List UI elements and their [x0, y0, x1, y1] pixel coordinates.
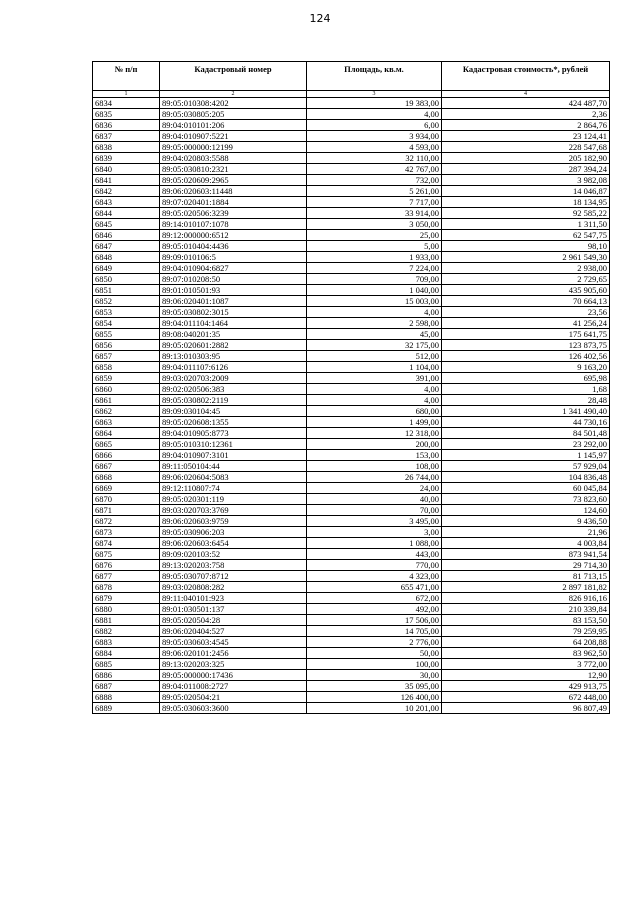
row-number-cell: 6867 — [93, 461, 160, 472]
area-cell: 3,00 — [307, 527, 442, 538]
cadastral-cost-cell: 672 448,00 — [442, 692, 610, 703]
cadastral-cost-cell: 2 938,00 — [442, 263, 610, 274]
row-number-cell: 6869 — [93, 483, 160, 494]
table-row — [93, 516, 610, 527]
area-cell: 770,00 — [307, 560, 442, 571]
row-number-cell: 6834 — [93, 98, 160, 109]
row-number-cell: 6872 — [93, 516, 160, 527]
cadastral-cost-cell: 124,60 — [442, 505, 610, 516]
cadastral-cost-cell: 79 259,95 — [442, 626, 610, 637]
cadastral-number-cell: 89:05:030603:3600 — [160, 703, 307, 714]
table-row — [93, 703, 610, 714]
cadastral-number-cell: 89:02:020506:383 — [160, 384, 307, 395]
cadastral-cost-cell: 429 913,75 — [442, 681, 610, 692]
cadastral-number-cell: 89:05:030603:4545 — [160, 637, 307, 648]
cadastral-cost-cell: 23 292,00 — [442, 439, 610, 450]
cadastral-number-cell: 89:05:030802:3015 — [160, 307, 307, 318]
header-area: Площадь, кв.м. — [307, 62, 442, 91]
row-number-cell: 6852 — [93, 296, 160, 307]
cadastral-cost-cell: 14 046,87 — [442, 186, 610, 197]
cadastral-number-cell: 89:06:020401:1087 — [160, 296, 307, 307]
cadastral-cost-cell: 1 145,97 — [442, 450, 610, 461]
row-number-cell: 6856 — [93, 340, 160, 351]
cadastral-cost-cell: 3 772,00 — [442, 659, 610, 670]
area-cell: 4,00 — [307, 307, 442, 318]
column-number-row — [93, 91, 610, 98]
cadastral-cost-cell: 70 664,13 — [442, 296, 610, 307]
table-row — [93, 626, 610, 637]
table-row — [93, 142, 610, 153]
table-row — [93, 571, 610, 582]
cadastral-number-cell: 89:04:010905:8773 — [160, 428, 307, 439]
area-cell: 3 495,00 — [307, 516, 442, 527]
area-cell: 153,00 — [307, 450, 442, 461]
row-number-cell: 6837 — [93, 131, 160, 142]
cadastral-number-cell: 89:01:010501:93 — [160, 285, 307, 296]
area-cell: 1 933,00 — [307, 252, 442, 263]
table-row — [93, 263, 610, 274]
cadastral-number-cell: 89:04:020803:5588 — [160, 153, 307, 164]
area-cell: 25,00 — [307, 230, 442, 241]
area-cell: 24,00 — [307, 483, 442, 494]
area-cell: 50,00 — [307, 648, 442, 659]
cadastral-number-cell: 89:04:011104:1464 — [160, 318, 307, 329]
cadastral-number-cell: 89:05:010310:12361 — [160, 439, 307, 450]
table-row — [93, 98, 610, 109]
row-number-cell: 6838 — [93, 142, 160, 153]
cadastral-table — [92, 61, 610, 714]
cadastral-cost-cell: 64 208,88 — [442, 637, 610, 648]
cadastral-cost-cell: 73 823,60 — [442, 494, 610, 505]
cadastral-number-cell: 89:06:020603:11448 — [160, 186, 307, 197]
area-cell: 100,00 — [307, 659, 442, 670]
row-number-cell: 6888 — [93, 692, 160, 703]
table-row — [93, 362, 610, 373]
row-number-cell: 6881 — [93, 615, 160, 626]
cadastral-number-cell: 89:05:020608:1355 — [160, 417, 307, 428]
area-cell: 672,00 — [307, 593, 442, 604]
table-row — [93, 395, 610, 406]
row-number-cell: 6889 — [93, 703, 160, 714]
table-row — [93, 153, 610, 164]
area-cell: 70,00 — [307, 505, 442, 516]
row-number-cell: 6883 — [93, 637, 160, 648]
area-cell: 126 400,00 — [307, 692, 442, 703]
cadastral-number-cell: 89:05:030707:8712 — [160, 571, 307, 582]
row-number-cell: 6882 — [93, 626, 160, 637]
table-row — [93, 417, 610, 428]
area-cell: 1 040,00 — [307, 285, 442, 296]
cadastral-cost-cell: 1,68 — [442, 384, 610, 395]
row-number-cell: 6863 — [93, 417, 160, 428]
row-number-cell: 6871 — [93, 505, 160, 516]
cadastral-number-cell: 89:03:020703:3769 — [160, 505, 307, 516]
table-row — [93, 373, 610, 384]
area-cell: 108,00 — [307, 461, 442, 472]
row-number-cell: 6884 — [93, 648, 160, 659]
row-number-cell: 6868 — [93, 472, 160, 483]
table-row — [93, 593, 610, 604]
area-cell: 1 104,00 — [307, 362, 442, 373]
area-cell: 6,00 — [307, 120, 442, 131]
row-number-cell: 6848 — [93, 252, 160, 263]
column-number: 3 — [307, 91, 442, 98]
cadastral-number-cell: 89:05:020301:119 — [160, 494, 307, 505]
area-cell: 15 003,00 — [307, 296, 442, 307]
area-cell: 492,00 — [307, 604, 442, 615]
page-number: 124 — [309, 12, 331, 25]
column-number: 4 — [442, 91, 610, 98]
table-row — [93, 439, 610, 450]
row-number-cell: 6865 — [93, 439, 160, 450]
cadastral-cost-cell: 1 341 490,40 — [442, 406, 610, 417]
table-row — [93, 461, 610, 472]
row-number-cell: 6862 — [93, 406, 160, 417]
header-row-number: № п/п — [93, 62, 160, 91]
cadastral-cost-cell: 3 982,08 — [442, 175, 610, 186]
cadastral-cost-cell: 175 641,75 — [442, 329, 610, 340]
column-number: 1 — [93, 91, 160, 98]
cadastral-number-cell: 89:05:000000:12199 — [160, 142, 307, 153]
cadastral-cost-cell: 4 003,84 — [442, 538, 610, 549]
cadastral-number-cell: 89:09:010106:5 — [160, 252, 307, 263]
row-number-cell: 6861 — [93, 395, 160, 406]
cadastral-cost-cell: 9 436,50 — [442, 516, 610, 527]
row-number-cell: 6841 — [93, 175, 160, 186]
table-row — [93, 692, 610, 703]
row-number-cell: 6836 — [93, 120, 160, 131]
table-row — [93, 560, 610, 571]
cadastral-number-cell: 89:07:020401:1884 — [160, 197, 307, 208]
row-number-cell: 6847 — [93, 241, 160, 252]
cadastral-number-cell: 89:06:020603:9759 — [160, 516, 307, 527]
area-cell: 680,00 — [307, 406, 442, 417]
area-cell: 732,00 — [307, 175, 442, 186]
table-row — [93, 241, 610, 252]
table-row — [93, 208, 610, 219]
table-row — [93, 406, 610, 417]
row-number-cell: 6845 — [93, 219, 160, 230]
cadastral-number-cell: 89:04:011107:6126 — [160, 362, 307, 373]
row-number-cell: 6854 — [93, 318, 160, 329]
cadastral-number-cell: 89:05:030802:2119 — [160, 395, 307, 406]
cadastral-cost-cell: 695,98 — [442, 373, 610, 384]
area-cell: 35 095,00 — [307, 681, 442, 692]
row-number-cell: 6886 — [93, 670, 160, 681]
area-cell: 33 914,00 — [307, 208, 442, 219]
cadastral-number-cell: 89:12:000000:6512 — [160, 230, 307, 241]
area-cell: 1 088,00 — [307, 538, 442, 549]
cadastral-cost-cell: 44 730,16 — [442, 417, 610, 428]
cadastral-number-cell: 89:04:010101:206 — [160, 120, 307, 131]
table-row — [93, 307, 610, 318]
cadastral-cost-cell: 2,36 — [442, 109, 610, 120]
area-cell: 45,00 — [307, 329, 442, 340]
cadastral-cost-cell: 1 311,50 — [442, 219, 610, 230]
row-number-cell: 6885 — [93, 659, 160, 670]
cadastral-cost-cell: 96 807,49 — [442, 703, 610, 714]
table-row — [93, 648, 610, 659]
table-row — [93, 164, 610, 175]
cadastral-number-cell: 89:13:020203:325 — [160, 659, 307, 670]
area-cell: 3 934,00 — [307, 131, 442, 142]
area-cell: 512,00 — [307, 351, 442, 362]
cadastral-number-cell: 89:06:020603:6454 — [160, 538, 307, 549]
row-number-cell: 6870 — [93, 494, 160, 505]
cadastral-cost-cell: 60 045,84 — [442, 483, 610, 494]
cadastral-number-cell: 89:08:040201:35 — [160, 329, 307, 340]
cadastral-number-cell: 89:04:011008:2727 — [160, 681, 307, 692]
row-number-cell: 6877 — [93, 571, 160, 582]
cadastral-number-cell: 89:05:020504:28 — [160, 615, 307, 626]
row-number-cell: 6851 — [93, 285, 160, 296]
cadastral-number-cell: 89:03:020808:282 — [160, 582, 307, 593]
row-number-cell: 6843 — [93, 197, 160, 208]
row-number-cell: 6875 — [93, 549, 160, 560]
area-cell: 5 261,00 — [307, 186, 442, 197]
cadastral-number-cell: 89:13:020203:758 — [160, 560, 307, 571]
cadastral-cost-cell: 9 163,20 — [442, 362, 610, 373]
table-row — [93, 637, 610, 648]
table-row — [93, 340, 610, 351]
area-cell: 709,00 — [307, 274, 442, 285]
cadastral-cost-cell: 2 729,65 — [442, 274, 610, 285]
area-cell: 32 175,00 — [307, 340, 442, 351]
header-cadastral-number: Кадастровый номер — [160, 62, 307, 91]
cadastral-cost-cell: 205 182,90 — [442, 153, 610, 164]
row-number-cell: 6835 — [93, 109, 160, 120]
table-row — [93, 296, 610, 307]
table-row — [93, 450, 610, 461]
table-row — [93, 329, 610, 340]
row-number-cell: 6839 — [93, 153, 160, 164]
table-row — [93, 670, 610, 681]
cadastral-number-cell: 89:14:010107:1078 — [160, 219, 307, 230]
row-number-cell: 6853 — [93, 307, 160, 318]
row-number-cell: 6874 — [93, 538, 160, 549]
cadastral-number-cell: 89:05:020601:2882 — [160, 340, 307, 351]
cadastral-cost-cell: 826 916,16 — [442, 593, 610, 604]
row-number-cell: 6878 — [93, 582, 160, 593]
cadastral-cost-cell: 123 873,75 — [442, 340, 610, 351]
cadastral-number-cell: 89:04:010907:5221 — [160, 131, 307, 142]
row-number-cell: 6850 — [93, 274, 160, 285]
area-cell: 32 110,00 — [307, 153, 442, 164]
cadastral-number-cell: 89:11:050104:44 — [160, 461, 307, 472]
table-row — [93, 285, 610, 296]
cadastral-number-cell: 89:05:020504:21 — [160, 692, 307, 703]
area-cell: 7 224,00 — [307, 263, 442, 274]
cadastral-cost-cell: 12,90 — [442, 670, 610, 681]
cadastral-cost-cell: 28,48 — [442, 395, 610, 406]
table-body — [93, 98, 610, 714]
cadastral-number-cell: 89:05:010404:4436 — [160, 241, 307, 252]
row-number-cell: 6858 — [93, 362, 160, 373]
cadastral-cost-cell: 2 897 181,82 — [442, 582, 610, 593]
table-row — [93, 582, 610, 593]
cadastral-number-cell: 89:06:020404:527 — [160, 626, 307, 637]
row-number-cell: 6849 — [93, 263, 160, 274]
table-row — [93, 131, 610, 142]
cadastral-number-cell: 89:05:000000:17436 — [160, 670, 307, 681]
table-row — [93, 351, 610, 362]
cadastral-number-cell: 89:05:030805:205 — [160, 109, 307, 120]
row-number-cell: 6873 — [93, 527, 160, 538]
cadastral-number-cell: 89:09:030104:45 — [160, 406, 307, 417]
table-header-row — [93, 62, 610, 91]
area-cell: 4,00 — [307, 395, 442, 406]
table-row — [93, 384, 610, 395]
row-number-cell: 6879 — [93, 593, 160, 604]
cadastral-cost-cell: 23,56 — [442, 307, 610, 318]
table-row — [93, 197, 610, 208]
row-number-cell: 6844 — [93, 208, 160, 219]
area-cell: 26 744,00 — [307, 472, 442, 483]
cadastral-cost-cell: 98,10 — [442, 241, 610, 252]
cadastral-number-cell: 89:05:010308:4202 — [160, 98, 307, 109]
column-number: 2 — [160, 91, 307, 98]
area-cell: 655 471,00 — [307, 582, 442, 593]
cadastral-number-cell: 89:09:020103:52 — [160, 549, 307, 560]
cadastral-cost-cell: 21,96 — [442, 527, 610, 538]
table-row — [93, 549, 610, 560]
table-row — [93, 175, 610, 186]
table-row — [93, 120, 610, 131]
cadastral-number-cell: 89:11:040101:923 — [160, 593, 307, 604]
cadastral-cost-cell: 41 256,24 — [442, 318, 610, 329]
cadastral-cost-cell: 83 153,50 — [442, 615, 610, 626]
area-cell: 2 776,00 — [307, 637, 442, 648]
table-row — [93, 494, 610, 505]
table-row — [93, 604, 610, 615]
cadastral-cost-cell: 2 961 549,30 — [442, 252, 610, 263]
table-row — [93, 109, 610, 120]
table-row — [93, 186, 610, 197]
area-cell: 10 201,00 — [307, 703, 442, 714]
table-row — [93, 527, 610, 538]
cadastral-number-cell: 89:04:010907:3101 — [160, 450, 307, 461]
area-cell: 30,00 — [307, 670, 442, 681]
table-row — [93, 472, 610, 483]
cadastral-cost-cell: 62 547,75 — [442, 230, 610, 241]
cadastral-cost-cell: 210 339,84 — [442, 604, 610, 615]
table-row — [93, 615, 610, 626]
table-row — [93, 274, 610, 285]
area-cell: 42 767,00 — [307, 164, 442, 175]
area-cell: 443,00 — [307, 549, 442, 560]
cadastral-number-cell: 89:06:020101:2456 — [160, 648, 307, 659]
table-row — [93, 505, 610, 516]
cadastral-number-cell: 89:05:030906:203 — [160, 527, 307, 538]
table-row — [93, 230, 610, 241]
area-cell: 4 323,00 — [307, 571, 442, 582]
cadastral-cost-cell: 29 714,30 — [442, 560, 610, 571]
row-number-cell: 6860 — [93, 384, 160, 395]
row-number-cell: 6859 — [93, 373, 160, 384]
area-cell: 17 506,00 — [307, 615, 442, 626]
cadastral-number-cell: 89:05:030810:2321 — [160, 164, 307, 175]
cadastral-number-cell: 89:05:020506:3239 — [160, 208, 307, 219]
cadastral-number-cell: 89:06:020604:5083 — [160, 472, 307, 483]
area-cell: 14 705,00 — [307, 626, 442, 637]
area-cell: 200,00 — [307, 439, 442, 450]
table-row — [93, 252, 610, 263]
row-number-cell: 6876 — [93, 560, 160, 571]
row-number-cell: 6846 — [93, 230, 160, 241]
cadastral-cost-cell: 92 585,22 — [442, 208, 610, 219]
cadastral-cost-cell: 2 864,76 — [442, 120, 610, 131]
cadastral-number-cell: 89:05:020609:2965 — [160, 175, 307, 186]
row-number-cell: 6842 — [93, 186, 160, 197]
area-cell: 12 318,00 — [307, 428, 442, 439]
cadastral-cost-cell: 84 501,48 — [442, 428, 610, 439]
cadastral-cost-cell: 287 394,24 — [442, 164, 610, 175]
row-number-cell: 6857 — [93, 351, 160, 362]
cadastral-cost-cell: 83 962,50 — [442, 648, 610, 659]
row-number-cell: 6864 — [93, 428, 160, 439]
cadastral-cost-cell: 873 941,54 — [442, 549, 610, 560]
cadastral-cost-cell: 23 124,41 — [442, 131, 610, 142]
cadastral-number-cell: 89:12:110807:74 — [160, 483, 307, 494]
area-cell: 4,00 — [307, 384, 442, 395]
cadastral-cost-cell: 81 713,15 — [442, 571, 610, 582]
table-row — [93, 483, 610, 494]
table-row — [93, 659, 610, 670]
area-cell: 3 050,00 — [307, 219, 442, 230]
table-row — [93, 219, 610, 230]
area-cell: 19 383,00 — [307, 98, 442, 109]
cadastral-number-cell: 89:04:010904:6827 — [160, 263, 307, 274]
table-row — [93, 318, 610, 329]
area-cell: 1 499,00 — [307, 417, 442, 428]
header-cadastral-cost: Кадастровая стоимость*, рублей — [442, 62, 610, 91]
cadastral-cost-cell: 424 487,70 — [442, 98, 610, 109]
table-row — [93, 681, 610, 692]
area-cell: 4 593,00 — [307, 142, 442, 153]
cadastral-number-cell: 89:13:010303:95 — [160, 351, 307, 362]
cadastral-cost-cell: 126 402,56 — [442, 351, 610, 362]
row-number-cell: 6887 — [93, 681, 160, 692]
cadastral-cost-cell: 435 905,60 — [442, 285, 610, 296]
area-cell: 5,00 — [307, 241, 442, 252]
cadastral-number-cell: 89:03:020703:2009 — [160, 373, 307, 384]
row-number-cell: 6880 — [93, 604, 160, 615]
area-cell: 2 598,00 — [307, 318, 442, 329]
row-number-cell: 6855 — [93, 329, 160, 340]
area-cell: 4,00 — [307, 109, 442, 120]
cadastral-number-cell: 89:01:030501:137 — [160, 604, 307, 615]
area-cell: 391,00 — [307, 373, 442, 384]
table-row — [93, 428, 610, 439]
area-cell: 40,00 — [307, 494, 442, 505]
cadastral-cost-cell: 18 134,95 — [442, 197, 610, 208]
cadastral-number-cell: 89:07:010208:50 — [160, 274, 307, 285]
table-row — [93, 538, 610, 549]
row-number-cell: 6866 — [93, 450, 160, 461]
row-number-cell: 6840 — [93, 164, 160, 175]
cadastral-cost-cell: 104 836,48 — [442, 472, 610, 483]
cadastral-cost-cell: 57 929,04 — [442, 461, 610, 472]
area-cell: 7 717,00 — [307, 197, 442, 208]
cadastral-cost-cell: 228 547,68 — [442, 142, 610, 153]
